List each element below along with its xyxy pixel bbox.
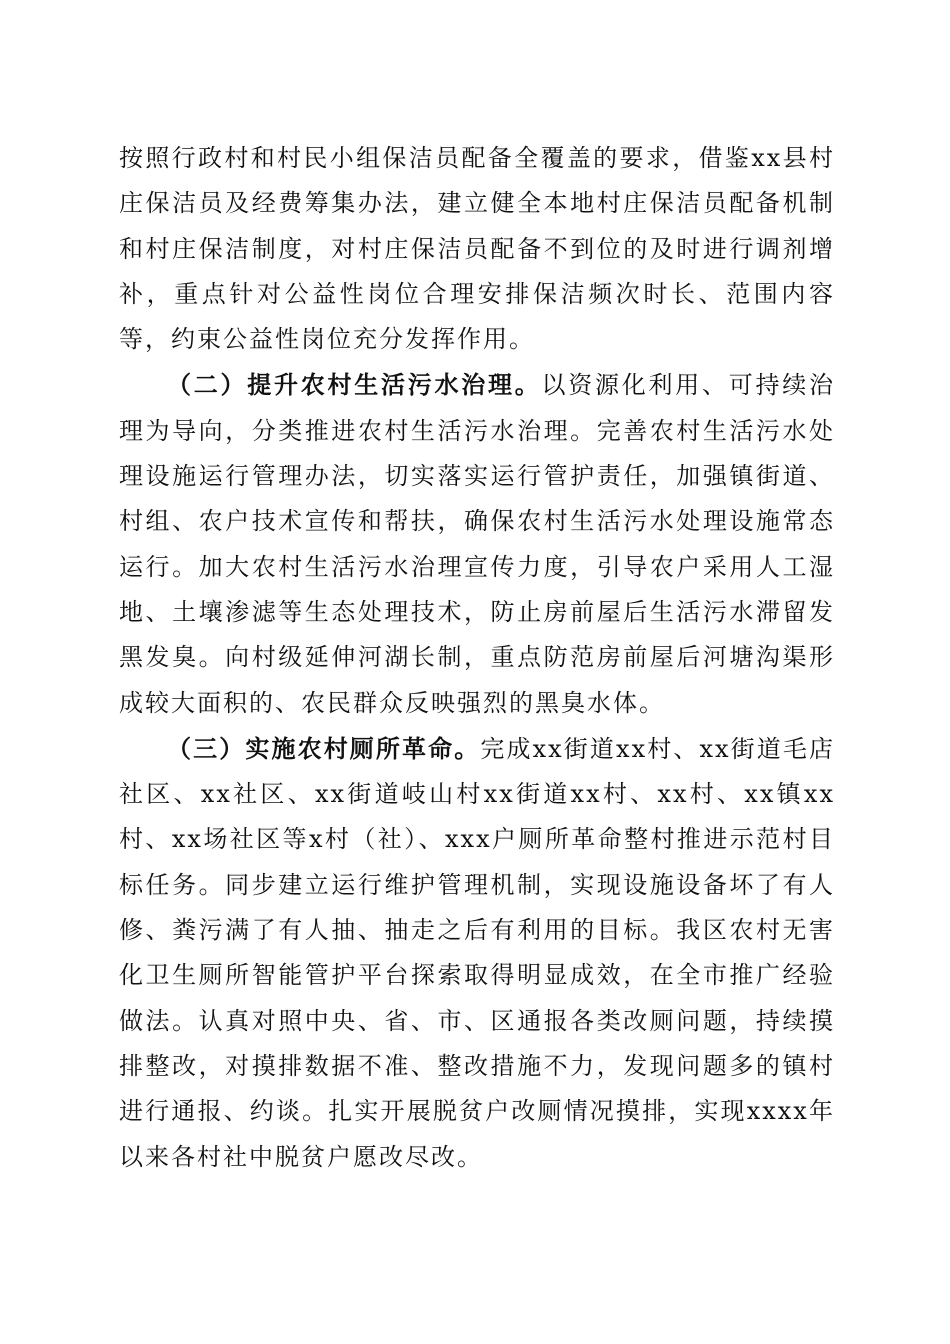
paragraph-continuation	[119, 136, 835, 362]
paragraph-toilet-revolution	[119, 726, 835, 1180]
paragraph-text: 按照行政村和村民小组保洁员配备全覆盖的要求，借鉴xx县村庄保洁员及经费筹集办法，建立健全本地村庄保洁员配备机制和村庄保洁制度，对村庄保洁员配备不到位的及时进行调剂增补，重点针对公益性岗位合理安排保洁频次时长、范围内容等，约束公益性岗位充分发挥作用。	[119, 144, 835, 354]
section-heading: （二）提升农村生活污水治理。	[167, 370, 542, 400]
document-body	[119, 136, 835, 1180]
paragraph-sewage-treatment	[119, 362, 835, 725]
paragraph-text: 完成xx街道xx村、xx街道毛店社区、xx社区、xx街道岐山村xx街道xx村、xx村、xx镇xx村、xx场社区等x村（社）、xxx户厕所革命整村推进示范村目标任务。同步建立运行维护管理机制，实现设施设备坏了有人修、粪污满了有人抽、抽走之后有利用的目标。我区农村无害化卫生厕所智能管护平台探索取得明显成效，在全市推广经验做法。认真对照中央、省、市、区通报各类改厕问题，持续摸排整改，对摸排数据不准、整改措施不力，发现问题多的镇村进行通报、约谈。扎实开展脱贫户改厕情况摸排，实现xxxx年以来各村社中脱贫户愿改尽改。	[119, 734, 835, 1171]
paragraph-text: 以资源化利用、可持续治理为导向，分类推进农村生活污水治理。完善农村生活污水处理设施运行管理办法，切实落实运行管护责任，加强镇街道、村组、农户技术宣传和帮扶，确保农村生活污水处理设施常态运行。加大农村生活污水治理宣传力度，引导农户采用人工湿地、土壤渗滤等生态处理技术，防止房前屋后生活污水滞留发黑发臭。向村级延伸河湖长制，重点防范房前屋后河塘沟渠形成较大面积的、农民群众反映强烈的黑臭水体。	[119, 371, 835, 717]
section-heading: （三）实施农村厕所革命。	[167, 733, 481, 763]
